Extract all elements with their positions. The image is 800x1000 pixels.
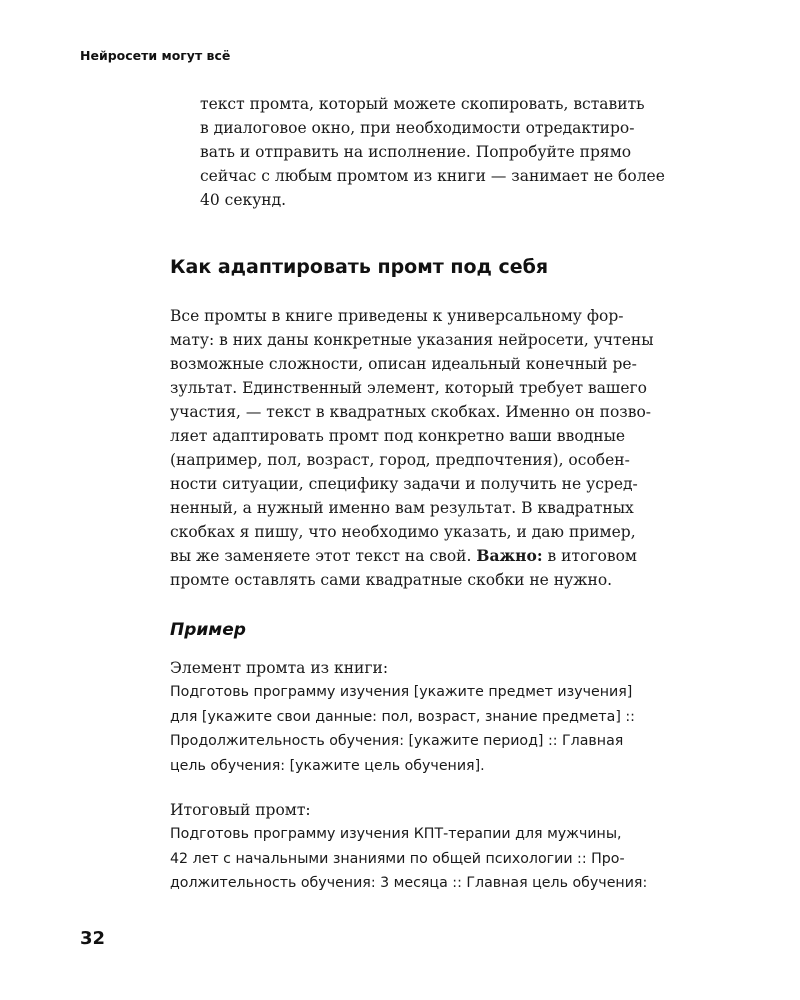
prompt-line: цель обучения: [укажите цель обучения]. (170, 757, 485, 774)
text-line: ности ситуации, специфику задачи и получить не усред- (170, 475, 638, 493)
text-line: 40 секунд. (200, 191, 287, 209)
prompt-line: 42 лет с начальными знаниями по общей психологии :: Про- (170, 850, 625, 867)
prompt-line: Продолжительность обучения: [укажите период] :: Главная (170, 733, 624, 749)
example-title: Пример (170, 620, 246, 640)
running-head: Нейросети могут всё (80, 48, 231, 63)
body-paragraph (170, 304, 700, 592)
page-number: 32 (80, 928, 106, 949)
text-line: ненный, а нужный именно вам результат. В квадратных (170, 499, 634, 517)
text-line: возможные сложности, описан идеальный конечный ре- (170, 355, 637, 373)
final-prompt-example (170, 798, 700, 896)
important-label: Важно: (476, 546, 543, 565)
text-line: скобках я пишу, что необходимо указать, и даю пример, (170, 523, 636, 541)
text-line: Все промты в книге приведены к универсальному фор- (170, 307, 624, 325)
text-line: (например, пол, возраст, город, предпочтения), особен- (170, 451, 630, 469)
text-line: в диалоговое окно, при необходимости отредактиро- (200, 119, 635, 137)
prompt-line: Подготовь программу изучения КПТ-терапии для мужчины, (170, 826, 622, 842)
text-line: промте оставлять сами квадратные скобки не нужно. (170, 571, 613, 589)
prompt-line: для [укажите свои данные: пол, возраст, знание предмета] :: (170, 708, 635, 725)
text-line: вать и отправить на исполнение. Попробуйте прямо (200, 143, 632, 161)
text-line: мату: в них даны конкретные указания нейросети, учтены (170, 331, 654, 349)
final-label: Итоговый промт: (170, 801, 311, 819)
text-fragment: вы же заменяете этот текст на свой. (170, 547, 477, 565)
prompt-line: Подготовь программу изучения [укажите предмет изучения] (170, 684, 633, 700)
element-label: Элемент промта из книги: (170, 659, 389, 677)
text-line: сейчас с любым промтом из книги — занимает не более (200, 167, 665, 185)
text-fragment: в итоговом (542, 547, 637, 565)
text-line: текст промта, который можете скопировать, вставить (200, 95, 645, 113)
text-line (170, 544, 700, 568)
text-line: ляет адаптировать промт под конкретно ваши вводные (170, 427, 626, 445)
continuation-text (200, 92, 700, 212)
text-line: зультат. Единственный элемент, который требует вашего (170, 379, 647, 397)
text-line: участия, — текст в квадратных скобках. Именно он позво- (170, 403, 652, 421)
section-heading: Как адаптировать промт под себя (170, 256, 549, 278)
book-prompt-example (170, 656, 700, 778)
prompt-line: должительность обучения: 3 месяца :: Главная цель обучения: (170, 875, 648, 891)
